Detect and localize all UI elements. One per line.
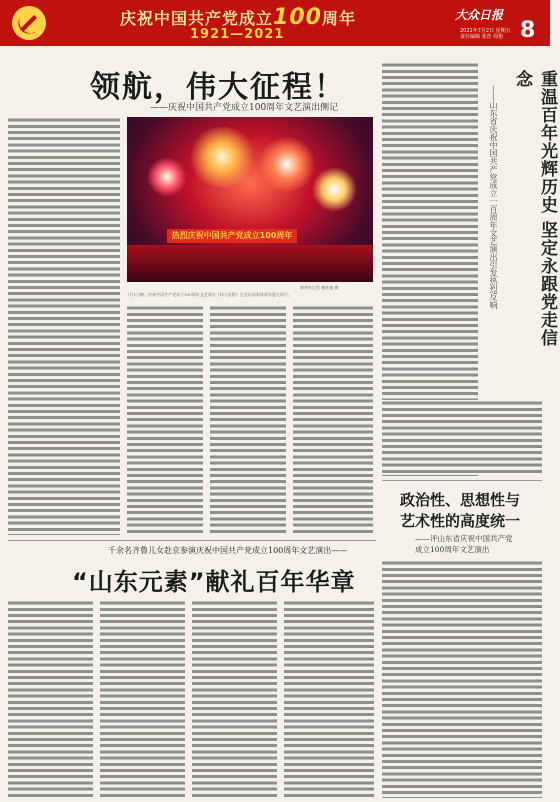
lower-article-kicker: 千余名齐鲁儿女赴京参演庆祝中国共产党成立100周年文艺演出—— [108,546,348,555]
lower-article-body-col2 [100,600,185,798]
paper-name: 大众日报 [455,8,504,22]
photo-banner: 热烈庆祝中国共产党成立100周年 [167,229,297,243]
commentary-subheadline: ——评山东省庆祝中国共产党 成立100周年文艺演出 [415,534,513,554]
lower-article-headline: “山东元素”献礼百年华章 [72,568,356,596]
date-line: 2021年7月2日 星期五 责任编辑 张浩 周艳 [460,28,511,40]
main-article-body-col1 [8,117,120,535]
section-divider [382,480,542,481]
main-headline: 领航，伟大征程！ [90,70,346,105]
main-photo [127,117,373,282]
main-subheadline: ——庆祝中国共产党成立100周年文艺演出侧记 [150,103,339,113]
lower-article-body-col3 [192,600,277,798]
lower-divider [8,540,376,541]
commentary-body [382,560,542,798]
photo-caption: 7月1日晚，庆祝中国共产党成立100周年文艺演出《伟大征程》在北京国家体育场盛大举行。 [127,292,292,297]
party-emblem-icon [8,3,50,43]
right-article-subheadline: ——山东省庆祝中国共产党成立一百周年文艺演出引发热烈反响 [489,85,498,309]
main-article-body-col3 [210,305,286,535]
lower-article-body-col1 [8,600,93,798]
masthead-title: 庆祝中国共产党成立100周年 [120,5,356,30]
lower-article-body-col4 [284,600,374,798]
right-article-headline: 重温百年光辉历史 坚定永跟党走信念 [512,70,557,347]
commentary-headline: 政治性、思想性与 艺术性的高度统一 [400,491,521,530]
page-number: 8 [520,18,536,43]
masthead-years: 1921—2021 [190,27,285,42]
right-article-body-col2 [382,400,542,475]
main-article-body-col4 [293,305,373,535]
main-article-body-col2 [127,305,203,535]
photo-credit: 新华社记者 谢环驰 摄 [300,285,339,290]
